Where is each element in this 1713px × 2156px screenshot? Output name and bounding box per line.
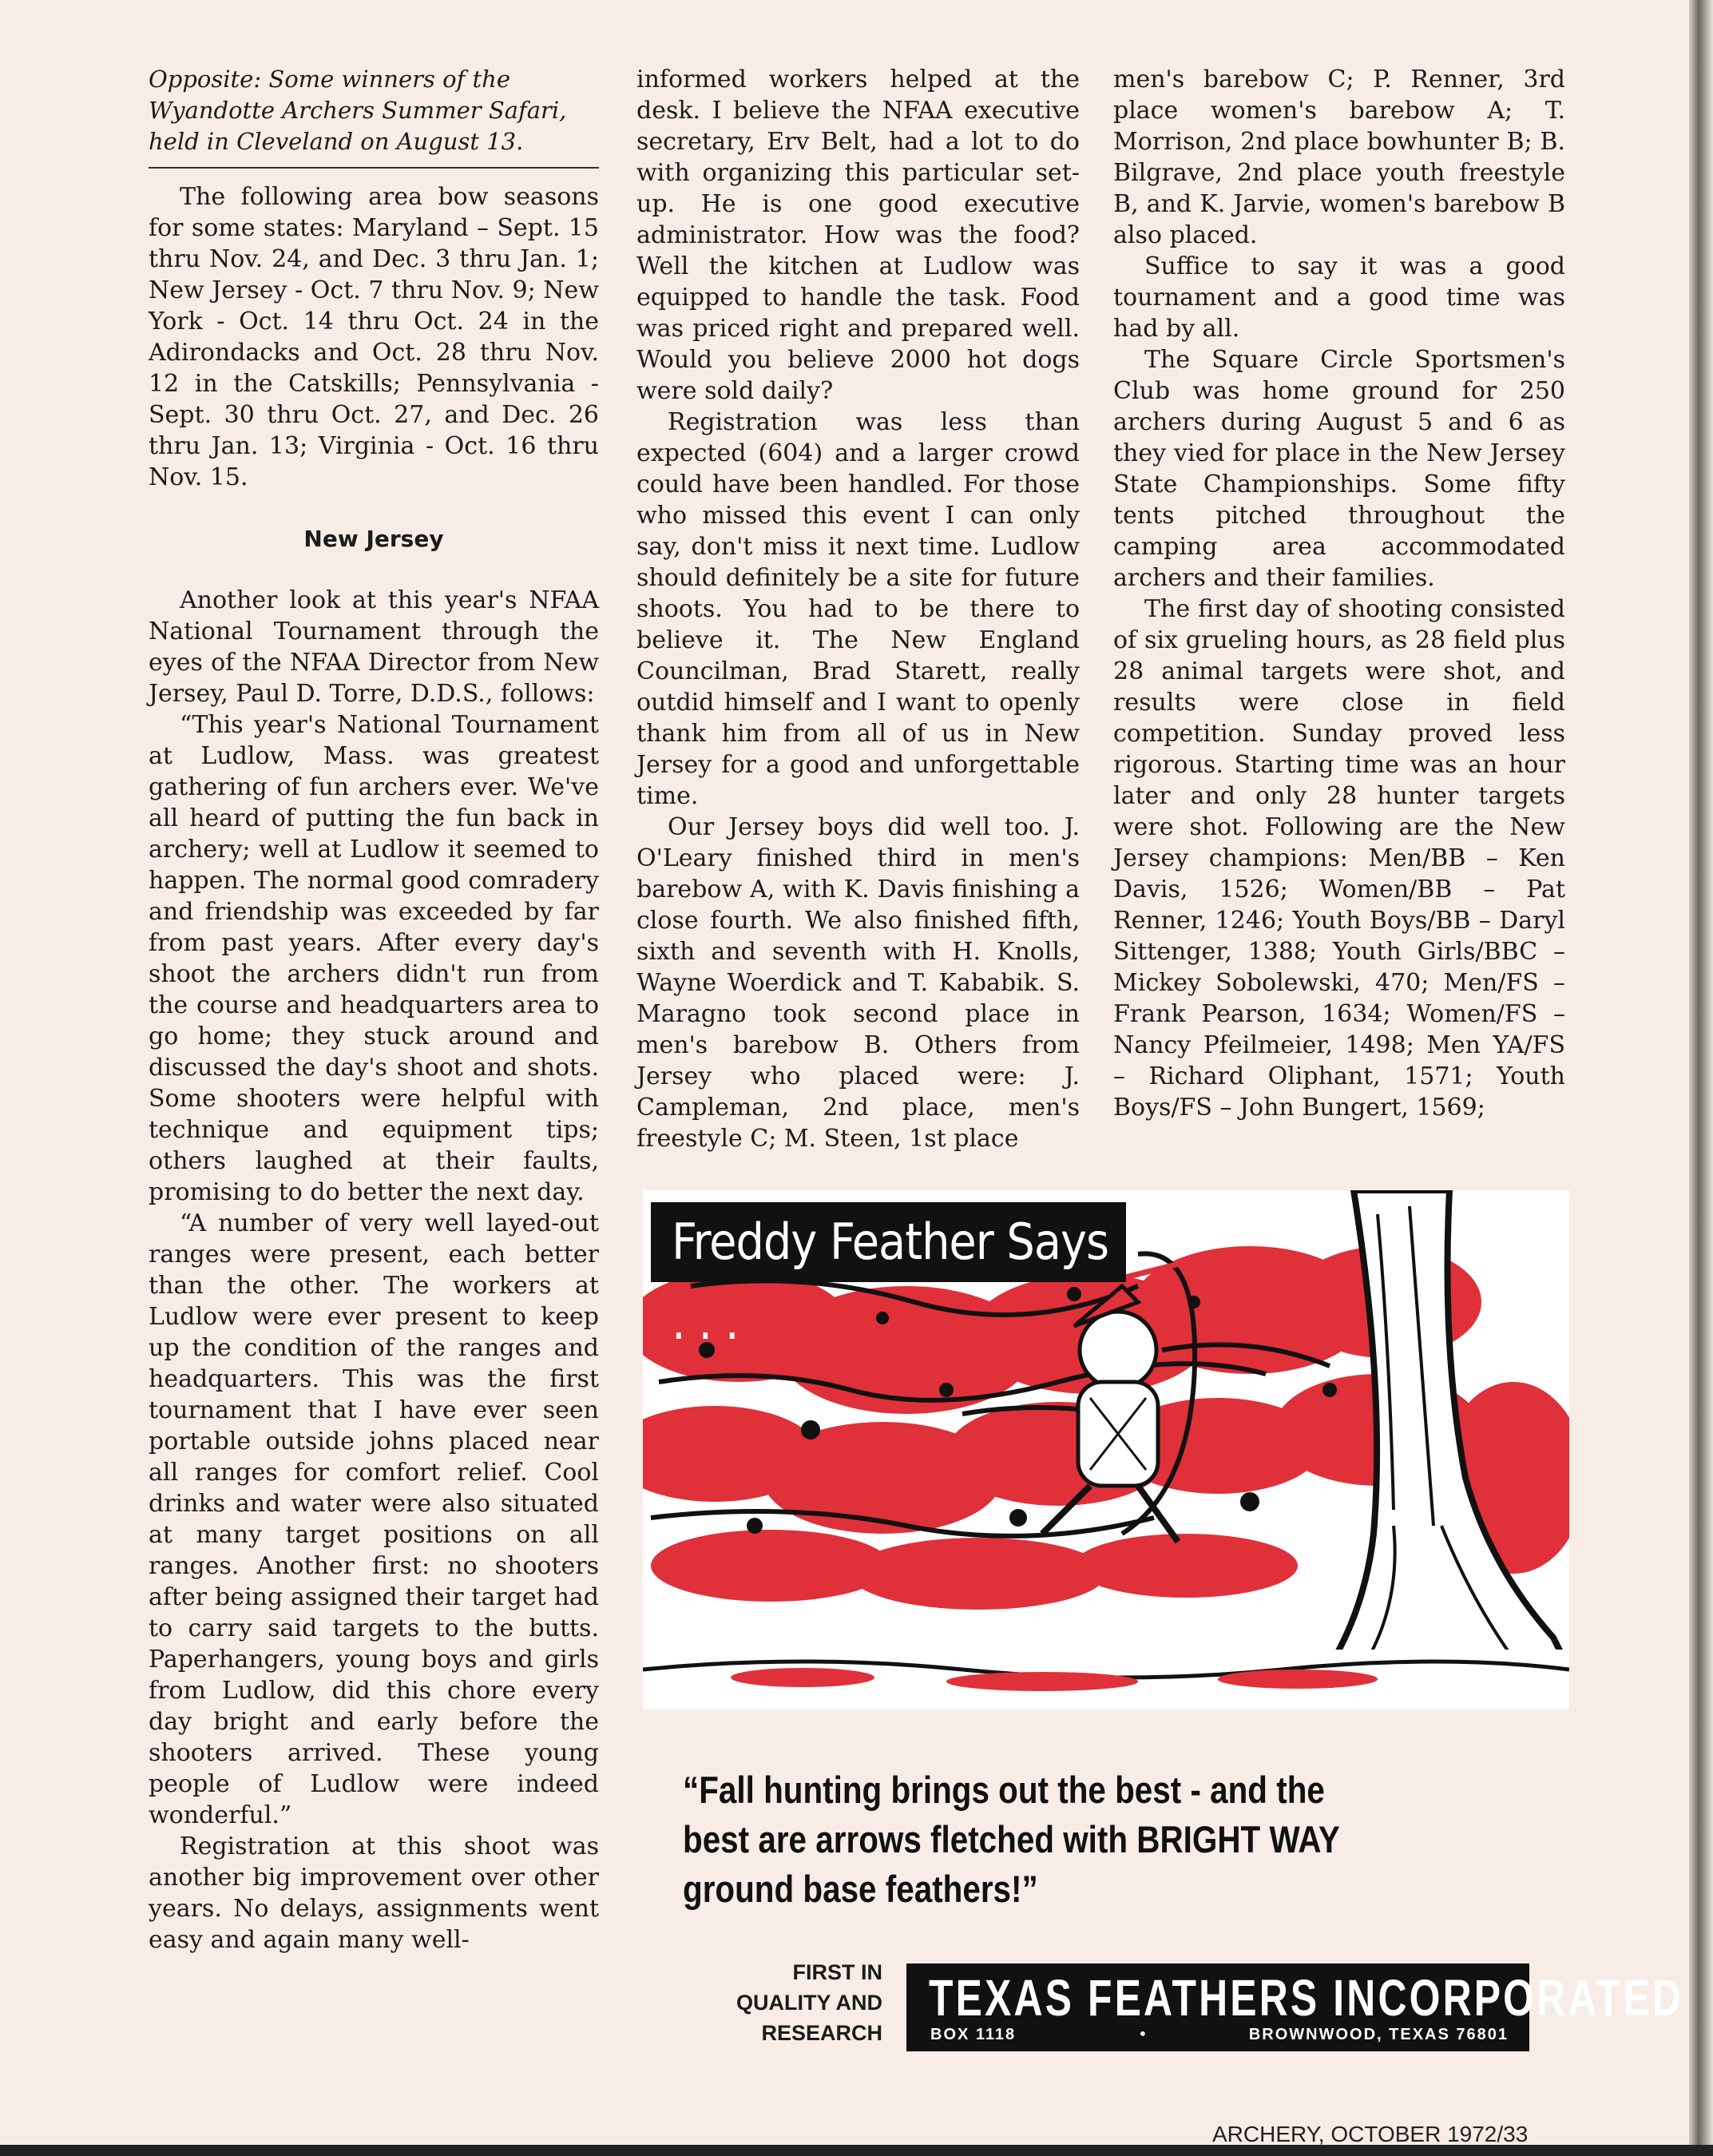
column-2 <box>636 64 1080 1154</box>
paragraph: “This year's National Tournament at Ludlow, Mass. was greatest gathering of fun archers ever. We've all heard of putting the fun back in archery; well at Ludlow it seemed to happen. The normal good comradery and friendship was exceeded by far from past years. After every day's shoot the archers didn't run from the course and headquarters area to go home; they stuck around and discussed the day's shoot and shots. Some shooters were helpful with technique and equipment tips; others laughed at their faults, promising to do better the next day. <box>149 711 599 1206</box>
photo-caption: Opposite: Some winners of the Wyandotte Archers Summer Safari, held in Cleveland on August 13. <box>149 64 599 169</box>
column-3 <box>1113 64 1565 1123</box>
company-logo <box>906 1963 1683 2051</box>
tagline-line: FIRST IN <box>792 1960 882 1984</box>
column-1 <box>149 64 599 1955</box>
ad-illustration <box>643 1190 1569 1709</box>
ad-quote: “Fall hunting brings out the best - and the best are arrows fletched with BRIGHT WAY ground base feathers!” <box>683 1769 1340 1910</box>
company-box: BOX 1118 <box>930 2026 1017 2043</box>
paragraph: Another look at this year's NFAA National Tournament through the eyes of the NFAA Director from New Jersey, Paul D. Torre, D.D.S., follows: <box>149 586 599 708</box>
separator-dot: • <box>1138 2024 1148 2043</box>
ad-tagline <box>675 1957 882 2048</box>
company-address: BROWNWOOD, TEXAS 76801 <box>1248 2026 1509 2043</box>
ad-banner: Freddy Feather Says . . . <box>651 1202 1126 1282</box>
tagline-line: QUALITY AND <box>736 1991 882 2015</box>
paragraph: men's barebow C; P. Renner, 3rd place women's barebow A; T. Morrison, 2nd place bowhunter B; B. Bilgrave, 2nd place youth freestyle B, and K. Jarvie, women's barebow B also placed. <box>1113 66 1565 249</box>
paragraph: The Square Circle Sportsmen's Club was home ground for 250 archers during August 5 and 6 as they vied for place in the New Jersey State Championships. Some fifty tents pitched throughout the camping area accommodated archers and their families. <box>1113 346 1565 592</box>
page-footer: ARCHERY, OCTOBER 1972/33 <box>1212 2122 1529 2146</box>
paragraph: The first day of shooting consisted of six grueling hours, as 28 field plus 28 animal targets were shot, and results were close in field competition. Sunday proved less rigorous. Starting time was an hour later and only 28 hunter targets were shot. Following are the New Jersey champions: Men/BB – Ken Davis, 1526; Women/BB – Pat Renner, 1246; Youth Boys/BB – Daryl Sittenger, 1388; Youth Girls/BBC – Mickey Sobolewski, 470; Men/FS – Frank Pearson, 1634; Women/FS – Nancy Pfeilmeier, 1498; Men YA/FS – Richard Oliphant, 1571; Youth Boys/FS – John Bungert, 1569; <box>1113 595 1565 1122</box>
advertisement <box>643 1190 1683 2069</box>
paragraph: Our Jersey boys did well too. J. O'Leary finished third in men's barebow A, with K. Davis finishing a close fourth. We also finished fifth, sixth and seventh with H. Knolls, Wayne Woerdick and T. Kababik. S. Maragno took second place in men's barebow B. Others from Jersey who placed were: J. Campleman, 2nd place, men's freestyle C; M. Steen, 1st place <box>636 813 1080 1153</box>
paragraph: “A number of very well layed-out ranges were present, each better than the other. The workers at Ludlow were ever present to keep up the condition of the ranges and headquarters. This was the first tournament that I have ever seen portable outside johns placed near all ranges for comfort relief. Cool drinks and water were also situated at many target positions on all ranges. Another first: no shooters after being assigned their target had to carry said targets to the butts. Paperhangers, young boys and girls from Ludlow, did this chore every day bright and early before the shooters arrived. These young people of Ludlow were indeed wonderful.” <box>149 1209 599 1829</box>
paragraph: Suffice to say it was a good tournament and a good time was had by all. <box>1113 252 1565 343</box>
tagline-line: RESEARCH <box>761 2021 882 2045</box>
company-name: TEXAS FEATHERS INCORPORATED <box>929 1969 1683 2027</box>
page-binding-edge <box>1689 0 1713 2156</box>
paragraph: Registration at this shoot was another big improvement over other years. No delays, assignments went easy and again many well- <box>149 1832 599 1954</box>
paragraph: informed workers helped at the desk. I believe the NFAA executive secretary, Erv Belt, had a lot to do with organizing this particular set-up. He is one good executive administrator. How was the food? Well the kitchen at Ludlow was equipped to handle the task. Food was priced right and prepared well. Would you believe 2000 hot dogs were sold daily? <box>636 66 1080 405</box>
paragraph: The following area bow seasons for some states: Maryland – Sept. 15 thru Nov. 24, and Dec. 3 thru Jan. 1; New Jersey - Oct. 7 thru Nov. 9; New York - Oct. 14 thru Oct. 24 in the Adirondacks and Oct. 28 thru Nov. 12 in the Catskills; Pennsylvania - Sept. 30 thru Oct. 27, and Dec. 26 thru Jan. 13; Virginia - Oct. 16 thru Nov. 15. <box>149 183 599 491</box>
section-heading: New Jersey <box>303 526 444 552</box>
paragraph: Registration was less than expected (604) and a larger crowd could have been handled. For those who missed this event I can only say, don't miss it next time. Ludlow should definitely be a site for future shoots. You had to be there to believe it. The New England Councilman, Brad Starett, really outdid himself and I want to openly thank him from all of us in New Jersey for a good and unforgettable time. <box>636 408 1080 810</box>
